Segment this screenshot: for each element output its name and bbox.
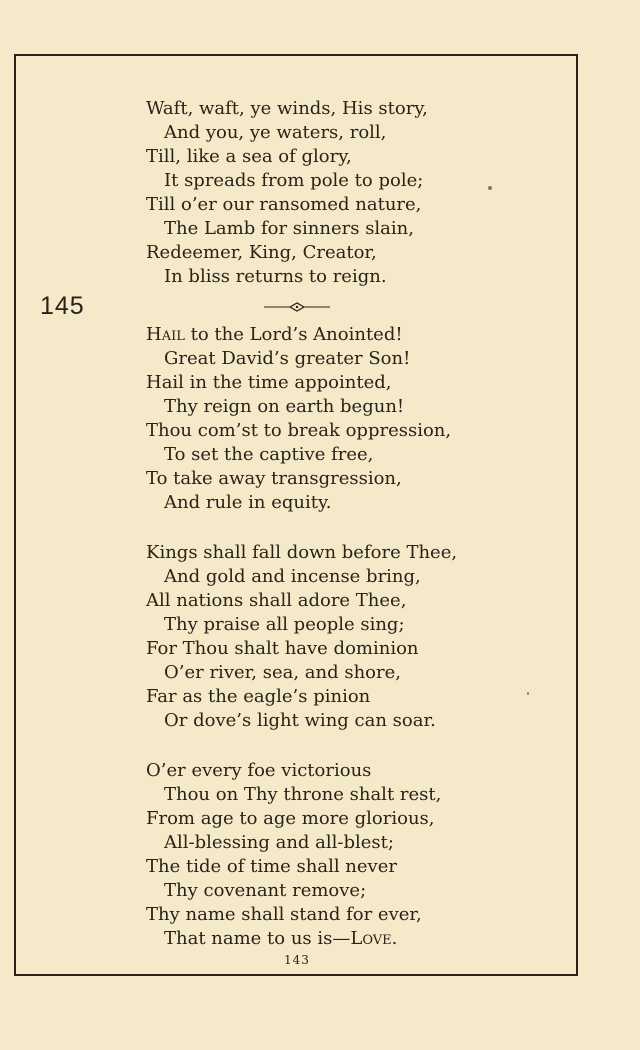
verse-line: It spreads from pole to pole; — [164, 170, 424, 191]
verse-line: Hail in the time appointed, — [146, 372, 392, 393]
verse-line: O’er every foe victorious — [146, 760, 372, 781]
verse-line: Great David’s greater Son! — [164, 348, 411, 369]
verse-line: To set the captive free, — [164, 444, 374, 465]
paper-speck — [488, 186, 492, 190]
verse-line: The Lamb for sinners slain, — [164, 218, 414, 239]
hymn-number: 145 — [40, 292, 85, 320]
verse-line: And gold and incense bring, — [164, 566, 421, 587]
verse-line: Till o’er our ransomed nature, — [146, 194, 422, 215]
ornament-divider-icon — [262, 302, 332, 312]
paper-speck — [527, 692, 529, 695]
verse-line: The tide of time shall never — [146, 856, 397, 877]
verse-line: And rule in equity. — [164, 492, 332, 513]
verse-line: O’er river, sea, and shore, — [164, 662, 401, 683]
first-line-rest: to the Lord’s Anointed! — [184, 324, 403, 345]
verse-line: Waft, waft, ye winds, His story, — [146, 98, 428, 119]
verse-line: Or dove’s light wing can soar. — [164, 710, 436, 731]
opening-word: Hail — [146, 324, 185, 345]
verse-line: Far as the eagle’s pinion — [146, 686, 371, 707]
last-line-start: That name to us is— — [164, 928, 351, 949]
verse-line: Kings shall fall down before Thee, — [146, 542, 458, 563]
verse-line: Till, like a sea of glory, — [146, 146, 352, 167]
verse-line: And you, ye waters, roll, — [164, 122, 387, 143]
verse-line: Thou on Thy throne shalt rest, — [164, 784, 442, 805]
verse-line-last — [164, 927, 397, 951]
verse-line-first — [146, 323, 403, 347]
verse-line: All-blessing and all-blest; — [164, 832, 394, 853]
verse-line: Thy covenant remove; — [164, 880, 367, 901]
verse-line: From age to age more glorious, — [146, 808, 435, 829]
verse-line: Thy reign on earth begun! — [164, 396, 405, 417]
verse-line: For Thou shalt have dominion — [146, 638, 419, 659]
verse-line: Thy praise all people sing; — [164, 614, 405, 635]
verse-line: Thy name shall stand for ever, — [146, 904, 422, 925]
verse-line: To take away transgression, — [146, 468, 402, 489]
verse-line: In bliss returns to reign. — [164, 266, 387, 287]
verse-line: Thou com’st to break oppression, — [146, 420, 452, 441]
page-number: 143 — [284, 953, 310, 967]
closing-word: Love. — [350, 928, 398, 949]
verse-line: Redeemer, King, Creator, — [146, 242, 377, 263]
verse-line: All nations shall adore Thee, — [146, 590, 407, 611]
